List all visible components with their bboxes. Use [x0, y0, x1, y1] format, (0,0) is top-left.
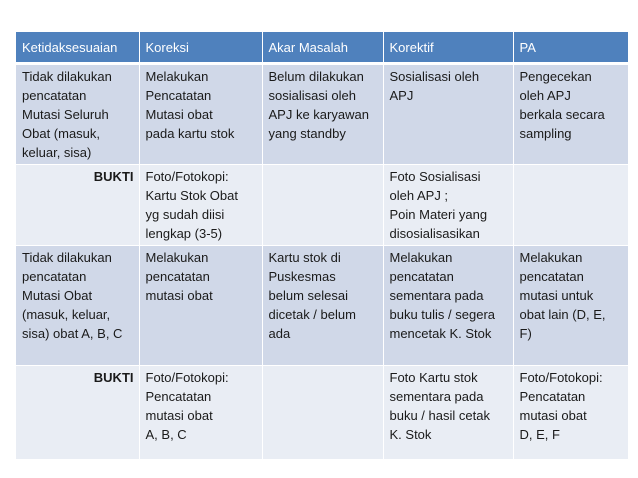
cell-koreksi: Melakukan Pencatatan Mutasi obat pada kartu stok: [139, 64, 262, 165]
cell-korektif: Foto Kartu stok sementara pada buku / hasil cetak K. Stok: [383, 366, 513, 460]
cell-pa: Pengecekan oleh APJ berkala secara sampling: [513, 64, 628, 165]
cell-ketidaksesuaian: Tidak dilakukan pencatatan Mutasi Obat (masuk, keluar, sisa) obat A, B, C: [16, 246, 139, 366]
cell-korektif: Sosialisasi oleh APJ: [383, 64, 513, 165]
cell-koreksi: Foto/Fotokopi: Pencatatan mutasi obat A, B, C: [139, 366, 262, 460]
header-pa: PA: [513, 32, 628, 64]
table-row: [16, 64, 628, 165]
cell-pa: Foto/Fotokopi: Pencatatan mutasi obat D, E, F: [513, 366, 628, 460]
cell-akar-masalah: Kartu stok di Puskesmas belum selesai dicetak / belum ada: [262, 246, 383, 366]
table-row-bukti: [16, 165, 628, 246]
cell-koreksi: Melakukan pencatatan mutasi obat: [139, 246, 262, 366]
cell-pa: [513, 165, 628, 246]
cell-akar-masalah: Belum dilakukan sosialisasi oleh APJ ke karyawan yang standby: [262, 64, 383, 165]
corrective-action-table: [16, 32, 628, 460]
header-ketidaksesuaian: Ketidaksesuaian: [16, 32, 139, 64]
table-row-bukti: [16, 366, 628, 460]
cell-korektif: Foto Sosialisasi oleh APJ ; Poin Materi yang disosialisasikan: [383, 165, 513, 246]
cell-koreksi: Foto/Fotokopi: Kartu Stok Obat yg sudah diisi lengkap (3-5): [139, 165, 262, 246]
cell-pa: Melakukan pencatatan mutasi untuk obat lain (D, E, F): [513, 246, 628, 366]
table-row: [16, 246, 628, 366]
cell-akar-masalah: [262, 366, 383, 460]
bukti-label: BUKTI: [16, 165, 139, 246]
header-akar-masalah: Akar Masalah: [262, 32, 383, 64]
table-header-row: [16, 32, 628, 64]
cell-akar-masalah: [262, 165, 383, 246]
bukti-label: BUKTI: [16, 366, 139, 460]
header-koreksi: Koreksi: [139, 32, 262, 64]
cell-korektif: Melakukan pencatatan sementara pada buku tulis / segera mencetak K. Stok: [383, 246, 513, 366]
cell-ketidaksesuaian: Tidak dilakukan pencatatan Mutasi Seluruh Obat (masuk, keluar, sisa): [16, 64, 139, 165]
header-korektif: Korektif: [383, 32, 513, 64]
